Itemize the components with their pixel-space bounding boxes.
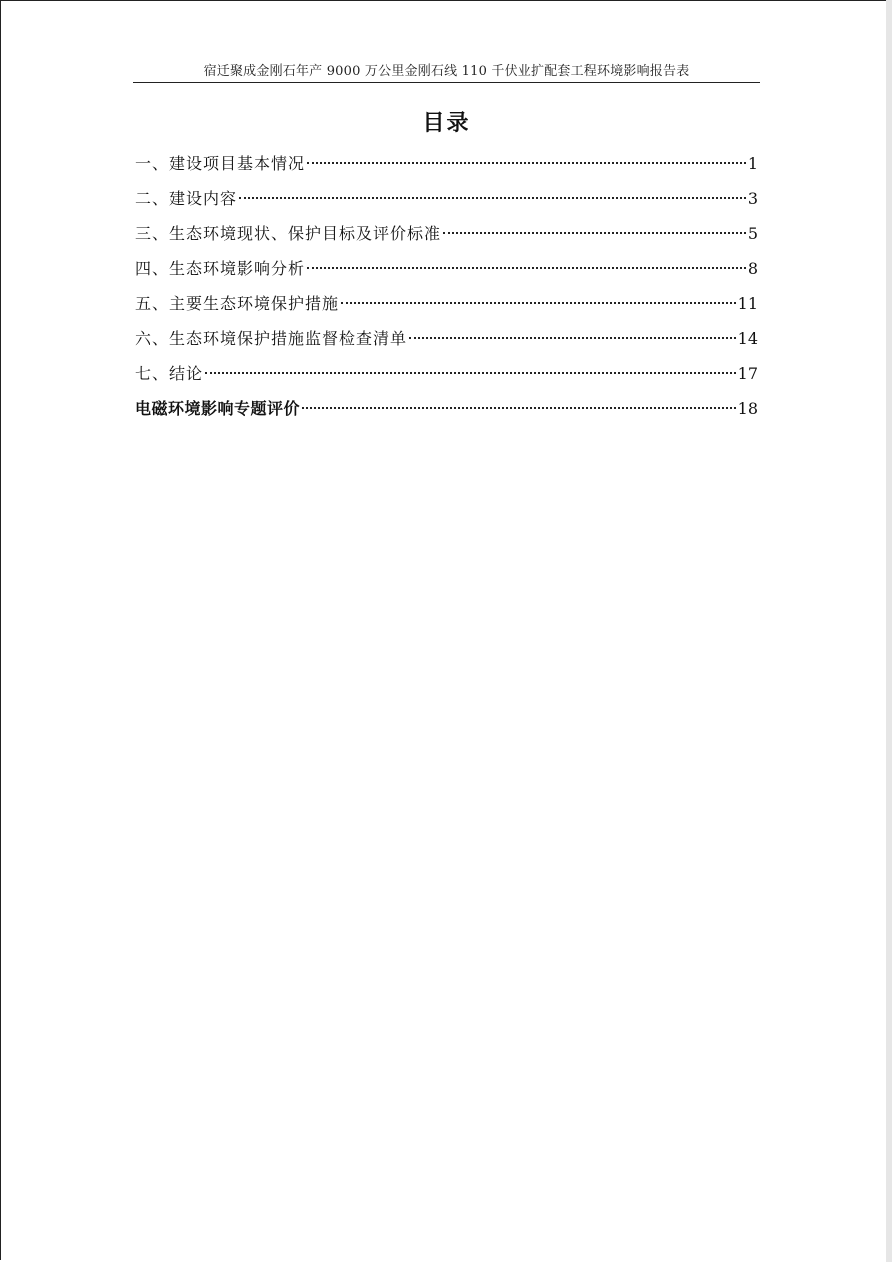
page-edge-shadow xyxy=(886,0,892,1262)
toc-dot-leader xyxy=(307,267,746,269)
toc-entry-page: 3 xyxy=(747,189,758,208)
toc-entry-label: 六、生态环境保护措施监督检查清单 xyxy=(135,329,408,348)
toc-entry-label: 五、主要生态环境保护措施 xyxy=(135,294,340,313)
toc-dot-leader xyxy=(443,232,746,234)
toc-list xyxy=(135,151,758,431)
toc-entry[interactable] xyxy=(135,186,758,221)
toc-entry-page: 18 xyxy=(737,399,758,418)
toc-entry[interactable] xyxy=(135,326,758,361)
toc-dot-leader xyxy=(239,197,746,199)
running-header: 宿迁聚成金刚石年产 9000 万公里金刚石线 110 千伏业扩配套工程环境影响报告表 xyxy=(203,64,690,79)
toc-dot-leader xyxy=(341,302,736,304)
toc-entry-page: 17 xyxy=(737,364,758,383)
toc-entry-label: 电磁环境影响专题评价 xyxy=(135,399,301,418)
toc-dot-leader xyxy=(307,162,746,164)
toc-entry[interactable] xyxy=(135,291,758,326)
toc-entry-page: 5 xyxy=(747,224,758,243)
toc-dot-leader xyxy=(302,407,736,409)
toc-entry[interactable] xyxy=(135,396,758,431)
toc-entry[interactable] xyxy=(135,361,758,396)
toc-entry-page: 8 xyxy=(747,259,758,278)
toc-entry-label: 二、建设内容 xyxy=(135,189,238,208)
toc-title: 目录 xyxy=(422,110,471,136)
toc-entry[interactable] xyxy=(135,221,758,256)
toc-entry-page: 11 xyxy=(737,294,758,313)
toc-dot-leader xyxy=(409,337,736,339)
toc-entry-label: 一、建设项目基本情况 xyxy=(135,154,306,173)
toc-entry[interactable] xyxy=(135,151,758,186)
toc-entry-page: 1 xyxy=(747,154,758,173)
toc-entry-label: 三、生态环境现状、保护目标及评价标准 xyxy=(135,224,442,243)
toc-dot-leader xyxy=(205,372,736,374)
toc-entry-label: 四、生态环境影响分析 xyxy=(135,259,306,278)
header-rule xyxy=(133,82,760,83)
toc-entry[interactable] xyxy=(135,256,758,291)
toc-entry-page: 14 xyxy=(737,329,758,348)
toc-entry-label: 七、结论 xyxy=(135,364,204,383)
